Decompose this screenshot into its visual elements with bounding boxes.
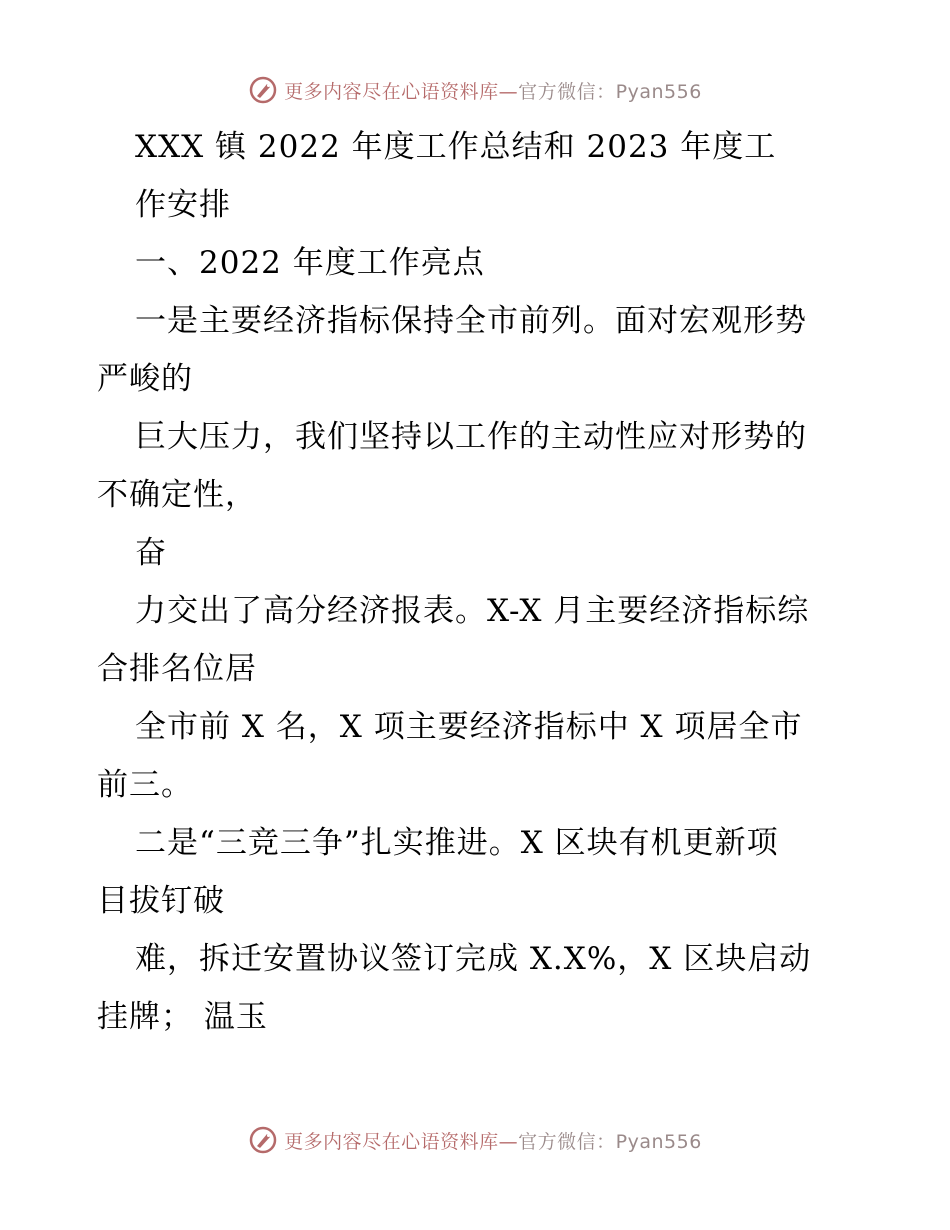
section-heading: 一、2022 年度工作亮点 — [135, 245, 485, 281]
paragraph-line: 全市前 X 名，X 项主要经济指标中 X 项居全市 — [135, 709, 803, 745]
paragraph-line: 不确定性， — [97, 477, 257, 513]
watermark-text: 更多内容尽在心语资料库—官方微信：Pyan556 — [284, 1130, 702, 1153]
paragraph-line: 目拔钉破 — [97, 883, 225, 919]
doc-title-line-2: 作安排 — [135, 187, 231, 223]
paragraph-line: 严峻的 — [97, 361, 193, 397]
pen-nib-logo-icon — [248, 75, 278, 105]
paragraph-line: 奋 — [135, 535, 167, 571]
paragraph-line: 巨大压力，我们坚持以工作的主动性应对形势的 — [135, 419, 807, 455]
paragraph-line: 难，拆迁安置协议签订完成 X.X%，X 区块启动 — [135, 941, 812, 977]
header-watermark-banner — [0, 70, 950, 110]
wechat-id: 官方微信：Pyan556 — [518, 80, 702, 103]
document-body — [97, 118, 857, 1046]
doc-title-line-1: XXX 镇 2022 年度工作总结和 2023 年度工 — [135, 129, 777, 165]
pen-nib-logo-icon — [248, 1125, 278, 1155]
paragraph-line: 一是主要经济指标保持全市前列。面对宏观形势 — [135, 303, 807, 339]
paragraph-line: 前三。 — [97, 767, 193, 803]
wechat-id: 官方微信：Pyan556 — [518, 1130, 702, 1153]
paragraph-line: 力交出了高分经济报表。X-X 月主要经济指标综 — [135, 593, 810, 629]
paragraph-line: 二是“三竞三争”扎实推进。X 区块有机更新项 — [135, 825, 779, 861]
paragraph-line: 挂牌； 温玉 — [97, 999, 268, 1035]
paragraph-line: 合排名位居 — [97, 651, 257, 687]
footer-watermark-banner — [0, 1120, 950, 1160]
watermark-text: 更多内容尽在心语资料库—官方微信：Pyan556 — [284, 80, 702, 103]
